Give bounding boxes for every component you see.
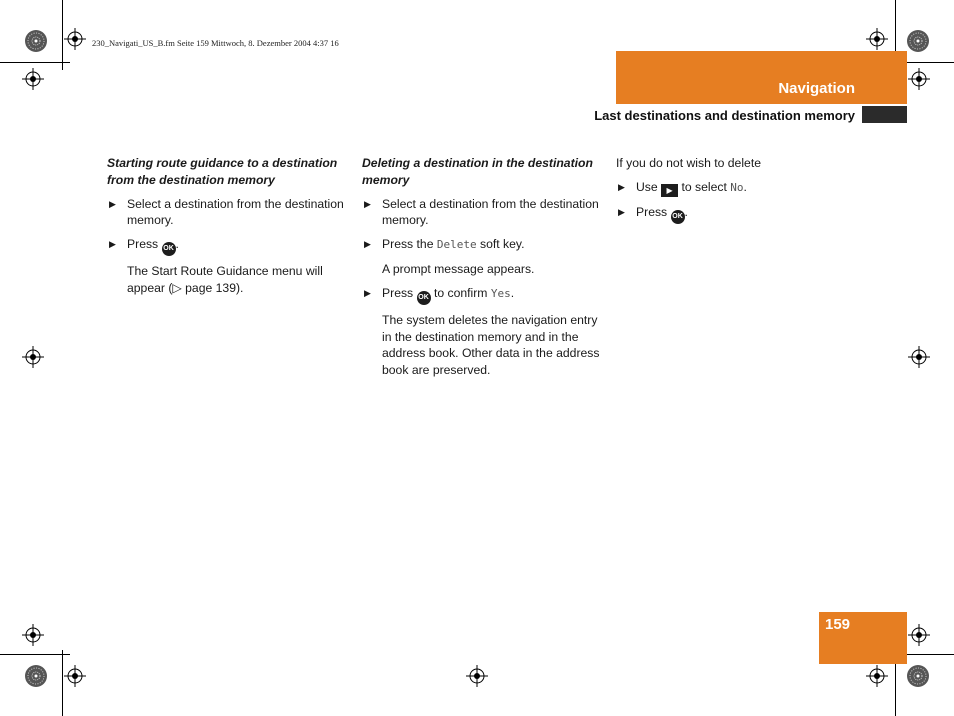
note-text: The system deletes the navigation entry in the destination memory and in the address book. Other data in the address book are preserved. xyxy=(382,312,600,378)
step-text: . xyxy=(510,285,515,300)
registration-mark-icon xyxy=(22,624,44,646)
crop-mark xyxy=(0,62,70,63)
registration-mark-icon xyxy=(908,624,930,646)
rosette-mark-icon xyxy=(24,29,48,53)
step-text: Press the xyxy=(382,237,434,252)
ok-button-icon: OK xyxy=(417,291,431,305)
bullet-arrow-icon: ▶ xyxy=(364,198,371,209)
step-text: Press xyxy=(382,285,414,300)
step-text: Select a destination from the destination memory. xyxy=(382,196,599,228)
bullet-arrow-icon: ▶ xyxy=(364,239,371,250)
step-text: Press xyxy=(636,204,668,219)
rosette-mark-icon xyxy=(906,664,930,688)
step-text: Press xyxy=(127,237,159,252)
step-text: . xyxy=(743,179,747,194)
page-number: 159 xyxy=(825,616,851,633)
registration-mark-icon xyxy=(466,665,488,687)
right-arrow-button-icon: ▶ xyxy=(661,184,678,197)
rosette-mark-icon xyxy=(24,664,48,688)
ok-button-icon: OK xyxy=(671,210,685,224)
registration-mark-icon xyxy=(866,665,888,687)
step-text: soft key. xyxy=(480,237,525,252)
registration-mark-icon xyxy=(908,68,930,90)
heading-delete-destination: Deleting a destination in the destination memory xyxy=(362,156,593,187)
heading-start-guidance: Starting route guidance to a destination from the destination memory xyxy=(107,156,338,187)
file-metadata: 230_Navigati_US_B.fm Seite 159 Mittwoch, 8. Dezember 2004 4:37 16 xyxy=(92,38,339,48)
step-item xyxy=(362,196,602,230)
subsection-tab-marker xyxy=(862,106,907,123)
section-tab xyxy=(616,51,907,104)
step-text: to confirm xyxy=(433,285,488,300)
step-text: Use xyxy=(636,179,658,194)
note-text: The Start Route Guidance menu will appear (▷ page 139). xyxy=(127,264,323,295)
rosette-mark-icon xyxy=(906,29,930,53)
column-delete-destination xyxy=(362,155,602,386)
registration-mark-icon xyxy=(22,68,44,90)
softkey-label-delete: Delete xyxy=(436,238,477,252)
step-item xyxy=(107,196,347,230)
step-item xyxy=(616,204,856,224)
column-start-guidance xyxy=(107,155,347,304)
registration-mark-icon xyxy=(64,665,86,687)
step-text: . xyxy=(684,204,688,219)
registration-mark-icon xyxy=(64,28,86,50)
registration-mark-icon xyxy=(908,346,930,368)
column-cancel-delete xyxy=(616,155,856,231)
option-label-no: No xyxy=(730,180,744,194)
step-item xyxy=(362,236,602,254)
note-text: A prompt message appears. xyxy=(382,261,535,276)
step-item xyxy=(616,179,856,197)
bullet-arrow-icon: ▶ xyxy=(109,239,116,250)
step-item xyxy=(362,285,602,305)
registration-mark-icon xyxy=(22,346,44,368)
option-label-yes: Yes xyxy=(490,286,511,300)
registration-mark-icon xyxy=(866,28,888,50)
section-title: Navigation xyxy=(778,80,855,97)
step-text: . xyxy=(175,237,179,252)
step-text: Select a destination from the destination memory. xyxy=(127,196,344,228)
crop-mark xyxy=(62,650,63,716)
bullet-arrow-icon: ▶ xyxy=(618,181,625,192)
step-text: to select xyxy=(681,179,727,194)
subsection-title: Last destinations and destination memory xyxy=(594,108,855,123)
step-item xyxy=(107,236,347,256)
page-number-tab xyxy=(819,612,907,664)
ok-button-icon: OK xyxy=(162,242,176,256)
crop-mark xyxy=(62,0,63,70)
bullet-arrow-icon: ▶ xyxy=(364,287,371,298)
intro-text: If you do not wish to delete xyxy=(616,156,761,170)
bullet-arrow-icon: ▶ xyxy=(109,198,116,209)
bullet-arrow-icon: ▶ xyxy=(618,206,625,217)
crop-mark xyxy=(0,654,70,655)
